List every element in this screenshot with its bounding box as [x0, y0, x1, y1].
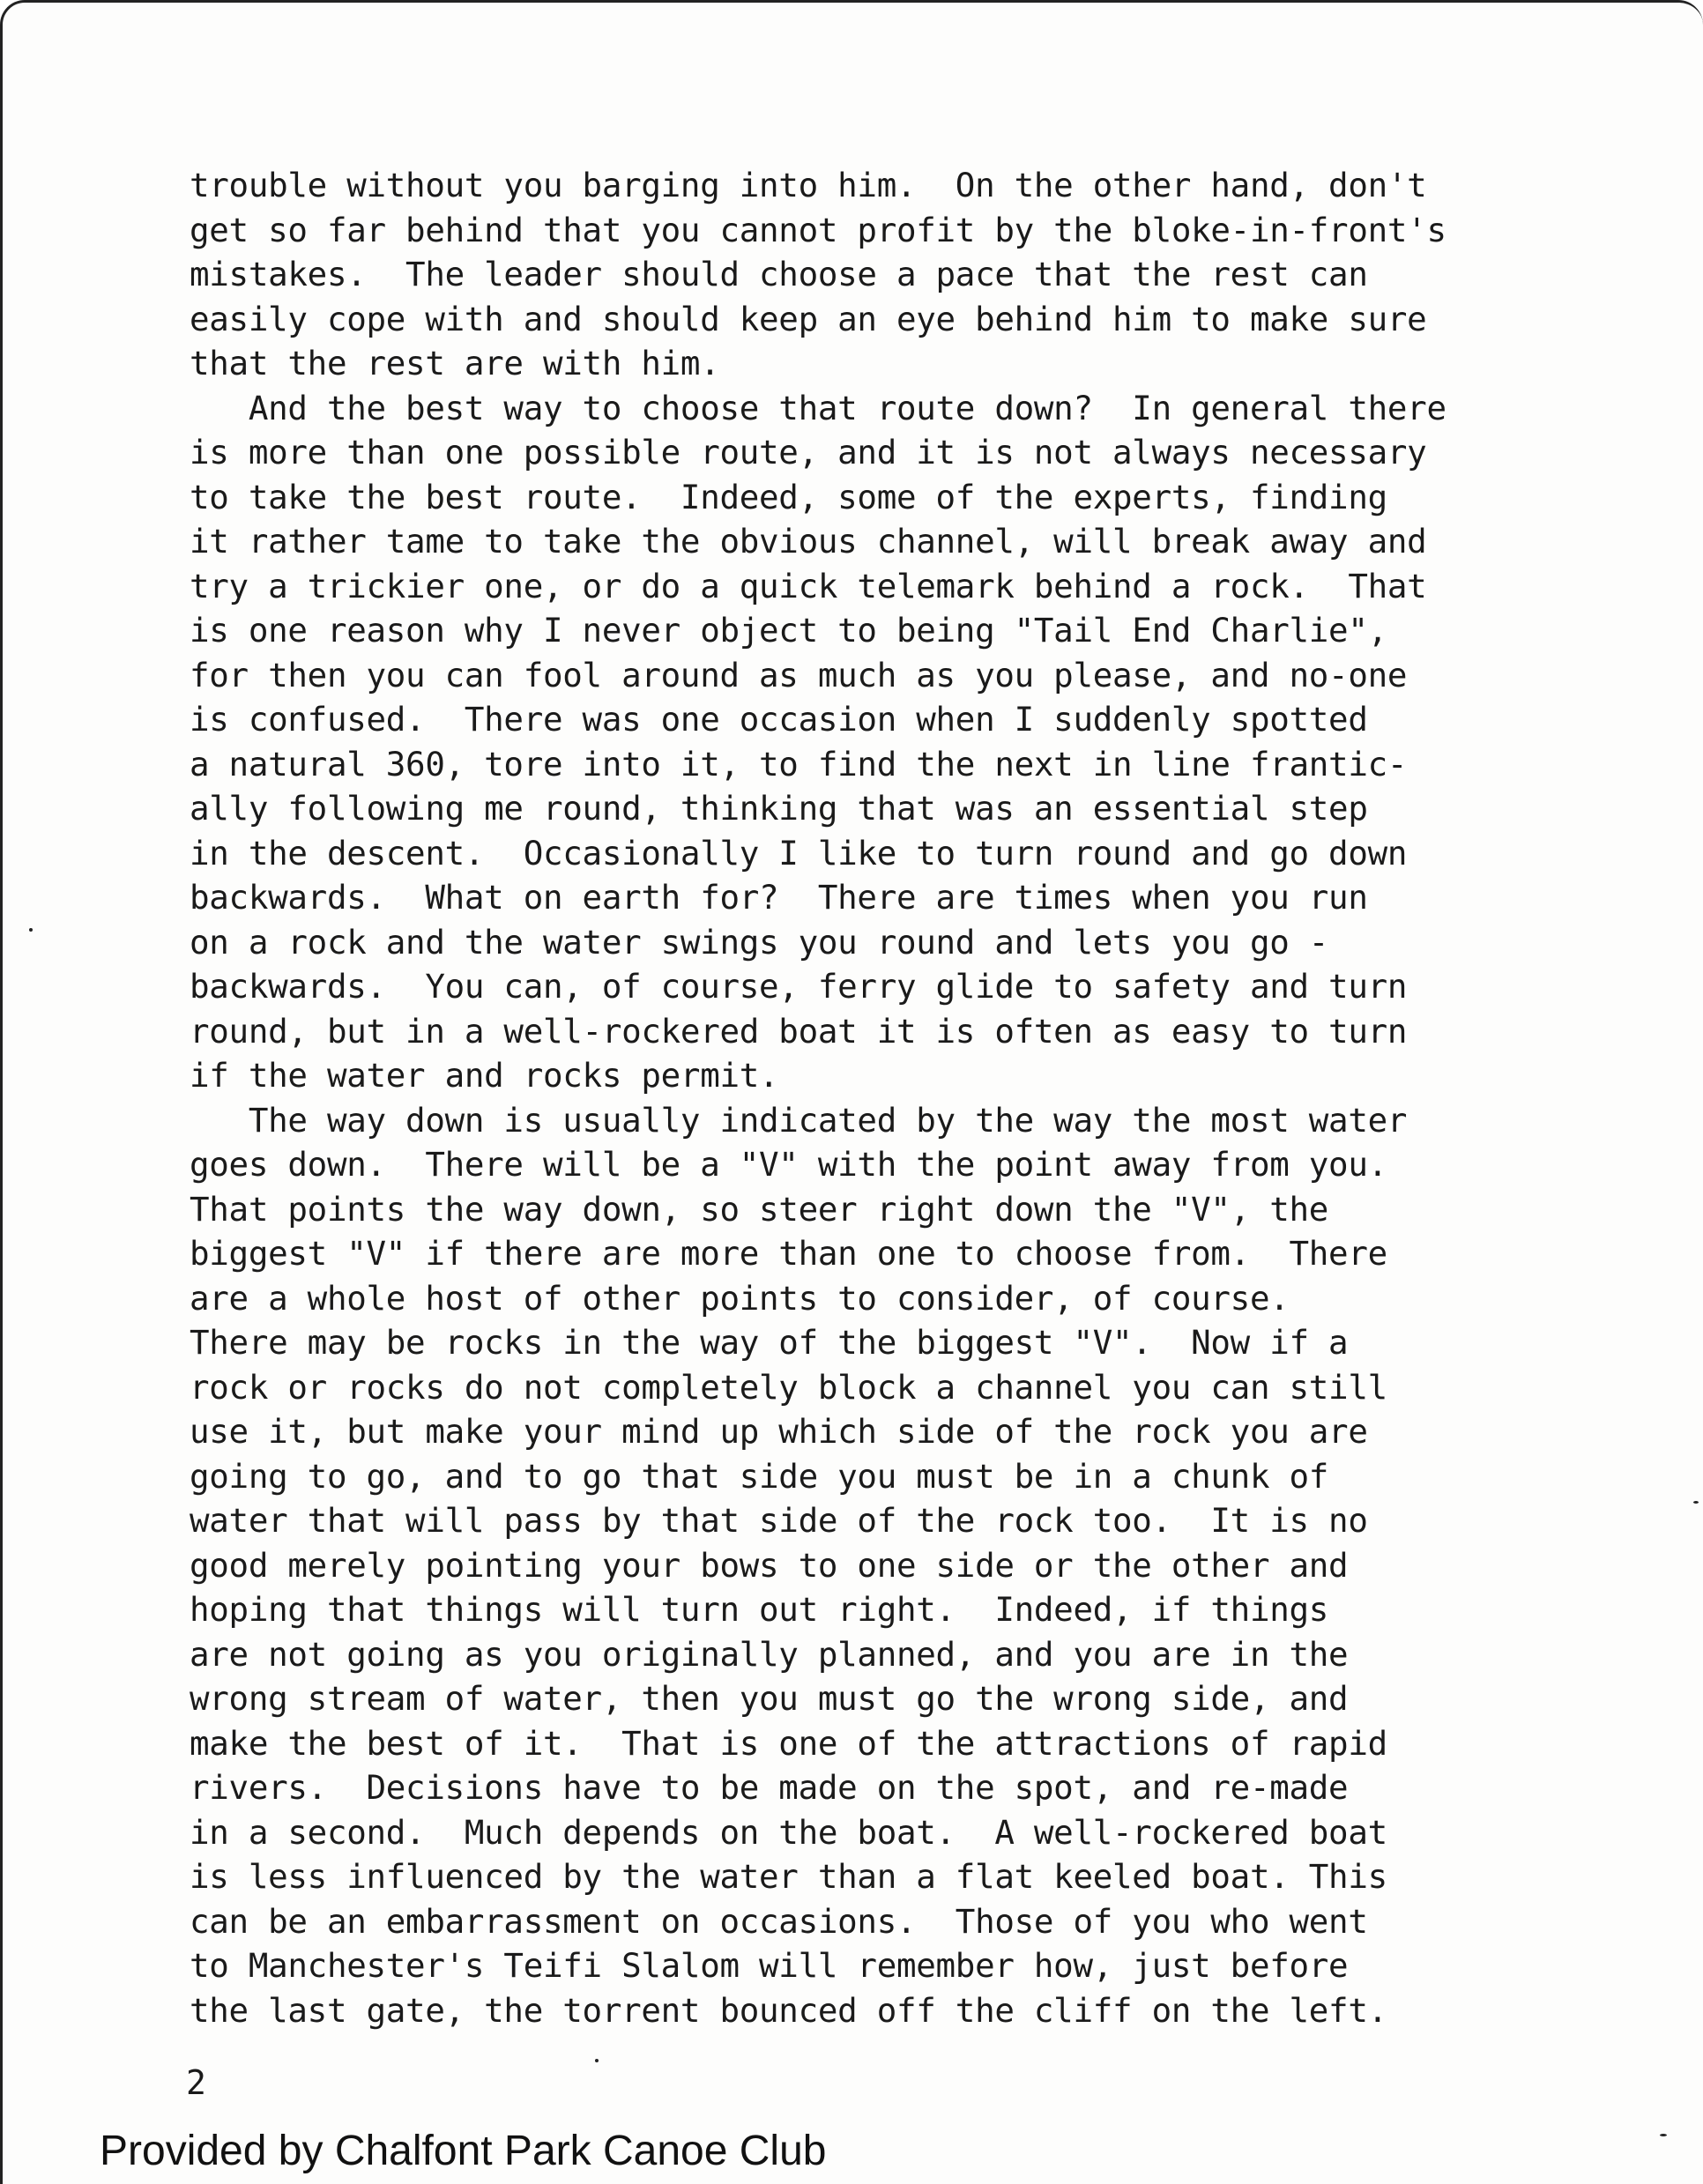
text-line: good merely pointing your bows to one side or the other and	[190, 1545, 1349, 1585]
text-line: And the best way to choose that route down? In general there	[190, 388, 1446, 427]
text-line: to Manchester's Teifi Slalom will remember how, just before	[190, 1946, 1349, 1985]
text-line: it rather tame to take the obvious channel, will break away and	[190, 522, 1427, 561]
footer-credit: Provided by Chalfont Park Canoe Club	[100, 2128, 827, 2174]
text-line: mistakes. The leader should choose a pace that the rest can	[190, 255, 1368, 293]
text-line: hoping that things will turn out right. Indeed, if things	[190, 1590, 1329, 1629]
text-line: wrong stream of water, then you must go the wrong side, and	[190, 1679, 1349, 1718]
scan-speck	[1660, 2134, 1667, 2136]
body-text	[190, 163, 1617, 2032]
text-line: rock or rocks do not completely block a channel you can still	[190, 1367, 1387, 1407]
text-line: to take the best route. Indeed, some of the experts, finding	[190, 477, 1387, 516]
text-line: rivers. Decisions have to be made on the spot, and re-made	[190, 1768, 1349, 1807]
text-line: backwards. You can, of course, ferry glide to safety and turn	[190, 967, 1408, 1006]
text-line: is one reason why I never object to being "Tail End Charlie",	[190, 611, 1387, 650]
scan-speck	[1693, 1501, 1699, 1504]
text-line: on a rock and the water swings you round and lets you go -	[190, 922, 1329, 962]
text-line: if the water and rocks permit.	[190, 1056, 779, 1095]
text-line: The way down is usually indicated by the way the most water	[190, 1100, 1408, 1140]
text-line: make the best of it. That is one of the attractions of rapid	[190, 1723, 1387, 1763]
text-line: is confused. There was one occasion when I suddenly spotted	[190, 700, 1368, 739]
text-line: for then you can fool around as much as you please, and no-one	[190, 655, 1408, 695]
text-line: water that will pass by that side of the rock too. It is no	[190, 1501, 1368, 1540]
text-line: are not going as you originally planned, and you are in the	[190, 1634, 1349, 1674]
text-line: biggest "V" if there are more than one to choose from. There	[190, 1234, 1387, 1273]
scan-speck	[595, 2059, 599, 2062]
text-line: try a trickier one, or do a quick telemark behind a rock. That	[190, 566, 1427, 605]
text-line: ally following me round, thinking that was an essential step	[190, 789, 1368, 828]
text-line: in a second. Much depends on the boat. A well-rockered boat	[190, 1812, 1387, 1852]
text-line: in the descent. Occasionally I like to turn round and go down	[190, 833, 1408, 873]
text-line: trouble without you barging into him. On the other hand, don't	[190, 166, 1427, 204]
page-number: 2	[186, 2063, 206, 2102]
text-line: that the rest are with him.	[190, 344, 720, 383]
scan-speck	[29, 928, 33, 932]
text-line: backwards. What on earth for? There are times when you run	[190, 878, 1368, 917]
text-line: a natural 360, tore into it, to find the next in line frantic-	[190, 744, 1408, 784]
text-line: get so far behind that you cannot profit by the bloke-in-front's	[190, 210, 1446, 249]
text-line: round, but in a well-rockered boat it is often as easy to turn	[190, 1011, 1408, 1051]
text-line: There may be rocks in the way of the biggest "V". Now if a	[190, 1323, 1349, 1362]
text-line: goes down. There will be a "V" with the point away from you.	[190, 1145, 1387, 1184]
text-line: going to go, and to go that side you must be in a chunk of	[190, 1456, 1329, 1496]
text-line: That points the way down, so steer right down the "V", the	[190, 1189, 1329, 1229]
text-line: is more than one possible route, and it is not always necessary	[190, 433, 1427, 472]
text-line: are a whole host of other points to consider, of course.	[190, 1278, 1290, 1318]
text-line: can be an embarrassment on occasions. Those of you who went	[190, 1901, 1368, 1941]
text-line: the last gate, the torrent bounced off the cliff on the left.	[190, 1990, 1387, 2030]
text-line: is less influenced by the water than a flat keeled boat. This	[190, 1857, 1387, 1896]
text-line: use it, but make your mind up which side of the rock you are	[190, 1412, 1368, 1451]
text-line: easily cope with and should keep an eye behind him to make sure	[190, 299, 1427, 338]
